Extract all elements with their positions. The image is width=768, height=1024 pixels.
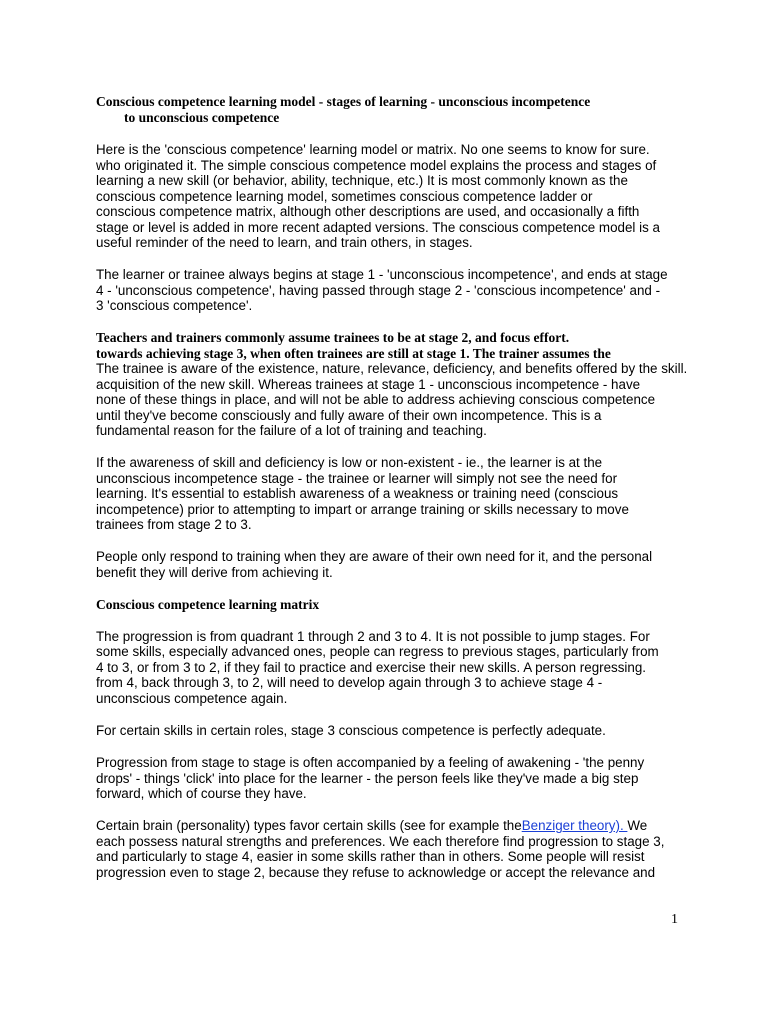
text-line: stage or level is added in more recent adapted versions. The conscious competence model is a [96, 220, 660, 235]
text-line: Progression from stage to stage is often accompanied by a feeling of awakening - 'the penny [96, 755, 645, 770]
text-line: useful reminder of the need to learn, and train others, in stages. [96, 235, 473, 250]
text-line: trainees from stage 2 to 3. [96, 517, 252, 532]
text-line: each possess natural strengths and preferences. We each therefore find progression to stage 3, [96, 834, 665, 849]
text-line: If the awareness of skill and deficiency is low or non-existent - ie., the learner is at the [96, 455, 603, 470]
text-line-with-link [96, 818, 647, 834]
text-line: none of these things in place, and will not be able to address achieving conscious competence [96, 392, 656, 407]
text-line: who originated it. The simple conscious competence model explains the process and stages of [96, 158, 657, 173]
text-line: fundamental reason for the failure of a lot of training and teaching. [96, 423, 487, 438]
text-line: conscious competence matrix, although other descriptions are used, and occasionally a fifth [96, 204, 640, 219]
text-line: and particularly to stage 4, easier in some skills rather than in others. Some people will resist [96, 849, 645, 864]
text-line: conscious competence learning model, sometimes conscious competence ladder or [96, 189, 593, 204]
benziger-theory-link[interactable]: Benziger theory). [521, 818, 628, 833]
text-line: benefit they will derive from achieving it. [96, 565, 333, 580]
text-line: unconscious incompetence stage - the trainee or learner will simply not see the need for [96, 471, 618, 486]
text-line: forward, which of course they have. [96, 786, 307, 801]
text-line: The learner or trainee always begins at stage 1 - 'unconscious incompetence', and ends at stage [96, 267, 668, 282]
text-line: progression even to stage 2, because they refuse to acknowledge or accept the relevance and [96, 865, 656, 880]
text-line: some skills, especially advanced ones, people can regress to previous stages, particularly from [96, 644, 659, 659]
text-line: 3 'conscious competence'. [96, 298, 253, 313]
text-line: from 4, back through 3, to 2, will need to develop again through 3 to achieve stage 4 - [96, 675, 603, 690]
text-line: until they've become consciously and fully aware of their own incompetence. This is a [96, 408, 602, 423]
text-line: drops' - things 'click' into place for the learner - the person feels like they've made a big step [96, 771, 639, 786]
text-line: 4 - 'unconscious competence', having passed through stage 2 - 'conscious incompetence' and - [96, 283, 661, 298]
text-line: Teachers and trainers commonly assume trainees to be at stage 2, and focus effort. [96, 330, 570, 345]
text-line: The progression is from quadrant 1 through 2 and 3 to 4. It is not possible to jump stages. For [96, 629, 650, 644]
text-segment: Certain brain (personality) types favor certain skills (see for example the [96, 818, 522, 833]
text-line: 4 to 3, or from 3 to 2, if they fail to practice and exercise their new skills. A person regressing. [96, 660, 647, 675]
text-line: For certain skills in certain roles, stage 3 conscious competence is perfectly adequate. [96, 723, 606, 738]
text-line: The trainee is aware of the existence, nature, relevance, deficiency, and benefits offered by the skill. [96, 361, 688, 376]
text-line: Here is the 'conscious competence' learning model or matrix. No one seems to know for sure. [96, 142, 650, 157]
text-line: learning a new skill (or behavior, ability, technique, etc.) It is most commonly known as the [96, 173, 628, 188]
document-title-line-1: Conscious competence learning model - stages of learning - unconscious incompetence [96, 94, 591, 109]
text-segment: We [627, 818, 648, 833]
text-line: acquisition of the new skill. Whereas trainees at stage 1 - unconscious incompetence - have [96, 377, 641, 392]
text-line: towards achieving stage 3, when often trainees are still at stage 1. The trainer assumes the [96, 346, 611, 361]
text-line: unconscious competence again. [96, 691, 288, 706]
document-title-line-2: to unconscious competence [124, 110, 280, 125]
text-line: People only respond to training when they are aware of their own need for it, and the personal [96, 549, 653, 564]
text-line: learning. It's essential to establish awareness of a weakness or training need (conscious [96, 486, 619, 501]
page-number: 1 [671, 912, 678, 927]
section-heading: Conscious competence learning matrix [96, 597, 320, 612]
text-line: incompetence) prior to attempting to impart or arrange training or skills necessary to move [96, 502, 629, 517]
